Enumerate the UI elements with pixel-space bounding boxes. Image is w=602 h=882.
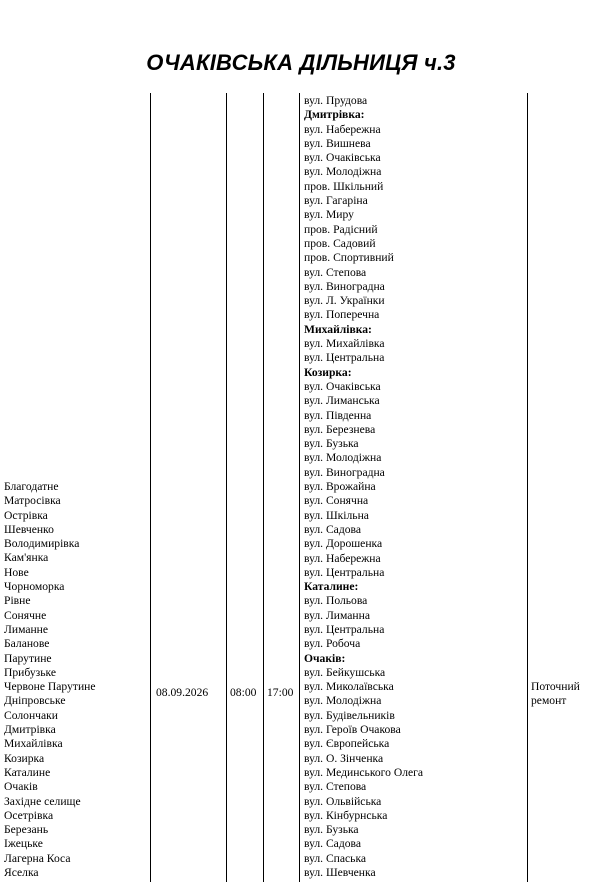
street-item: вул. Очаківська <box>304 151 381 165</box>
settlement-item: Солончаки <box>4 708 58 722</box>
table-column-divider <box>226 93 227 882</box>
street-item: вул. Вишнева <box>304 136 371 150</box>
street-item: вул. Мединського Олега <box>304 765 424 779</box>
street-item: вул. Молодіжна <box>304 451 382 465</box>
settlement-item: Дніпровське <box>4 694 66 708</box>
settlement-item: Каталине <box>4 765 51 779</box>
settlement-item: Очаків <box>4 780 38 794</box>
locality-heading: Михайлівка: <box>304 322 372 336</box>
street-item: вул. Набережна <box>304 122 381 136</box>
table-column-divider <box>527 93 528 882</box>
street-item: вул. Очаківська <box>304 379 381 393</box>
settlement-item: Дмитрівка <box>4 723 56 737</box>
street-item: пров. Спортивний <box>304 251 394 265</box>
settlement-item: Західне селище <box>4 794 81 808</box>
settlement-item: Володимирівка <box>4 537 80 551</box>
street-item: вул. Садова <box>304 837 361 851</box>
settlement-item: Червоне Парутине <box>4 680 96 694</box>
settlement-item: Кам'янка <box>4 551 49 565</box>
settlement-item: Парутине <box>4 651 52 665</box>
street-item: вул. Польова <box>304 594 368 608</box>
street-item: пров. Радісний <box>304 222 378 236</box>
outage-time-from: 08:00 <box>230 686 257 699</box>
outage-time-to: 17:00 <box>267 686 294 699</box>
work-type: Поточний ремонт <box>531 680 580 708</box>
street-item: вул. Гагаріна <box>304 194 368 208</box>
locality-heading: Очаків: <box>304 651 346 665</box>
street-item: вул. Бузька <box>304 823 359 837</box>
settlements-list <box>4 480 96 880</box>
settlement-item: Березань <box>4 823 49 837</box>
settlement-item: Лагерна Коса <box>4 851 71 865</box>
street-item: вул. Шкільна <box>304 508 369 522</box>
street-item: вул. Дорошенка <box>304 537 383 551</box>
street-item: вул. Бузька <box>304 437 359 451</box>
table-column-divider <box>263 93 264 882</box>
settlement-item: Чорноморка <box>4 580 65 594</box>
street-item: вул. Сонячна <box>304 494 369 508</box>
settlement-item: Рівне <box>4 594 31 608</box>
settlement-item: Шевченко <box>4 522 54 536</box>
street-item: вул. Ольвійська <box>304 794 382 808</box>
street-item: вул. Героїв Очакова <box>304 723 401 737</box>
street-item: вул. Садова <box>304 522 361 536</box>
street-item: вул. Степова <box>304 265 367 279</box>
street-item: вул. Молодіжна <box>304 165 382 179</box>
street-item: вул. Європейська <box>304 737 390 751</box>
street-item: вул. Центральна <box>304 565 385 579</box>
table-column-divider <box>299 93 300 882</box>
street-item: вул. Лиманна <box>304 608 370 622</box>
settlement-item: Прибузьке <box>4 665 56 679</box>
street-item: вул. Бейкушська <box>304 665 386 679</box>
locality-heading: Каталине: <box>304 580 359 594</box>
settlement-item: Лиманне <box>4 622 49 636</box>
page-title: ОЧАКІВСЬКА ДІЛЬНИЦЯ ч.3 <box>146 50 456 75</box>
street-item: вул. Центральна <box>304 622 385 636</box>
street-item: вул. Миколаївська <box>304 680 394 694</box>
street-item: вул. Набережна <box>304 551 381 565</box>
street-item: вул. Прудова <box>304 94 368 107</box>
table-column-divider <box>150 93 151 882</box>
street-item: вул. Степова <box>304 780 367 794</box>
outage-date: 08.09.2026 <box>156 686 209 699</box>
street-item: вул. Виноградна <box>304 279 385 293</box>
settlement-item: Матросівка <box>4 494 61 508</box>
street-item: вул. Поперечна <box>304 308 380 322</box>
street-item: вул. Південна <box>304 408 372 422</box>
street-item: вул. Центральна <box>304 351 385 365</box>
street-item: вул. Михайлівка <box>304 337 385 351</box>
settlement-item: Благодатне <box>4 480 59 493</box>
street-item: вул. Виноградна <box>304 465 385 479</box>
street-item: вул. Шевченка <box>304 866 376 880</box>
settlement-item: Нове <box>4 565 29 579</box>
settlement-item: Іжецьке <box>4 837 43 851</box>
street-item: вул. Миру <box>304 208 354 222</box>
settlement-item: Осетрівка <box>4 808 54 822</box>
settlement-item: Михайлівка <box>4 737 63 751</box>
street-item: вул. Березнева <box>304 422 376 436</box>
street-item: вул. Спаська <box>304 851 367 865</box>
street-item: пров. Садовий <box>304 236 376 250</box>
street-item: вул. Врожайна <box>304 480 376 494</box>
street-item: вул. Робоча <box>304 637 361 651</box>
locality-heading: Дмитрівка: <box>304 108 365 122</box>
settlement-item: Козирка <box>4 751 45 765</box>
street-item: вул. Молодіжна <box>304 694 382 708</box>
settlement-item: Сонячне <box>4 608 47 622</box>
street-item: вул. Будівельників <box>304 708 395 722</box>
streets-list <box>304 94 423 880</box>
settlement-item: Яселка <box>4 866 39 880</box>
street-item: пров. Шкільний <box>304 179 384 193</box>
street-item: вул. Кінбурнська <box>304 808 388 822</box>
street-item: вул. О. Зінченка <box>304 751 384 765</box>
locality-heading: Козирка: <box>304 365 352 379</box>
street-item: вул. Лиманська <box>304 394 380 408</box>
settlement-item: Баланове <box>4 637 50 651</box>
street-item: вул. Л. Українки <box>304 294 385 308</box>
settlement-item: Острівка <box>4 508 48 522</box>
